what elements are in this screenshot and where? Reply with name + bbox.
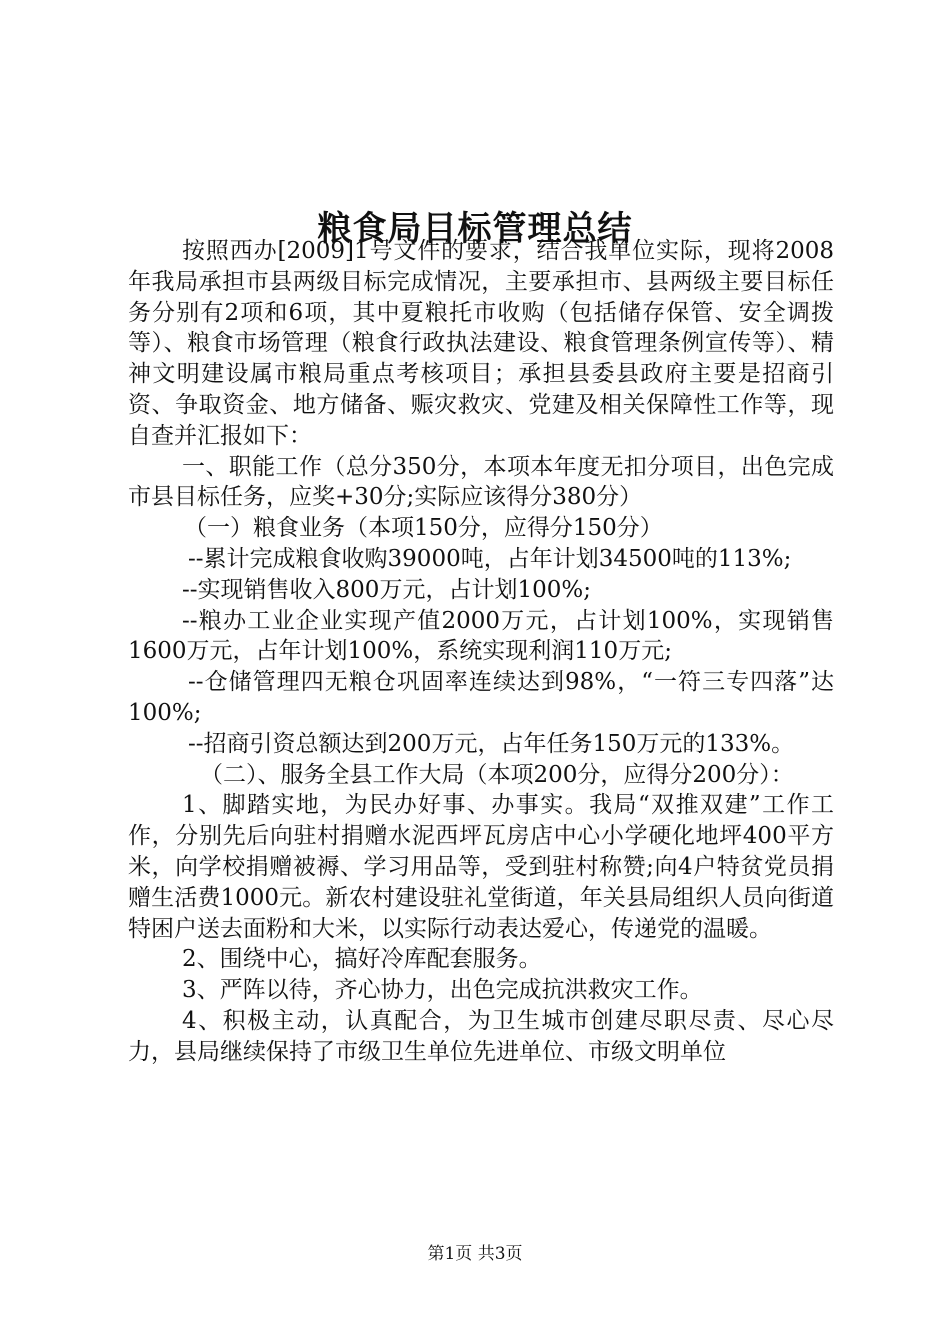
paragraph-point-2: 2、围绕中心，搞好冷库配套服务。 xyxy=(182,946,542,973)
document-body xyxy=(128,236,834,1068)
paragraph-section-1: 一、职能工作（总分350分，本项本年度无扣分项目，出色完成市县目标任务，应奖+30分;实际应该得分380分） xyxy=(128,453,834,511)
paragraph-item-industry: --粮办工业企业实现产值2000万元，占计划100%，实现销售1600万元，占年计划100%，系统实现利润110万元; xyxy=(128,607,834,665)
paragraph-item-investment: --招商引资总额达到200万元，占年任务150万元的133%。 xyxy=(188,730,795,757)
paragraph-point-4: 4、积极主动，认真配合，为卫生城市创建尽职尽责、尽心尽力，县局继续保持了市级卫生单位先进单位、市级文明单位 xyxy=(128,1007,834,1065)
paragraph-item-sales: --实现销售收入800万元，占计划100%; xyxy=(182,576,591,603)
paragraph-point-1: 1、脚踏实地，为民办好事、办事实。我局“双推双建”工作工作，分别先后向驻村捐赠水泥西坪瓦房店中心小学硬化地坪400平方米，向学校捐赠被褥、学习用品等，受到驻村称赞;向4户特贫党员捐赠生活费1000元。新农村建设驻礼堂街道，年关县局组织人员向街道特困户送去面粉和大米，以实际行动表达爱心，传递党的温暖。 xyxy=(128,792,834,942)
page-footer: 第1页 共3页 xyxy=(427,1244,523,1264)
paragraph-item-storage: --仓储管理四无粮仓巩固率连续达到98%，“一符三专四落”达100%; xyxy=(128,669,834,726)
paragraph-intro: 按照西办[2009]1号文件的要求，结合我单位实际，现将2008年我局承担市县两级目标完成情况，主要承担市、县两级主要目标任务分别有2项和6项，其中夏粮托市收购（包括储存保管、安全调拨等）、粮食市场管理（粮食行政执法建设、粮食管理条例宣传等）、精神文明建设属市粮局重点考核项目；承担县委县政府主要是招商引资、争取资金、地方储备、赈灾救灾、党建及相关保障性工作等，现自查并汇报如下： xyxy=(128,238,834,449)
paragraph-point-3: 3、严阵以待，齐心协力，出色完成抗洪救灾工作。 xyxy=(182,977,703,1004)
document-title: 粮食局目标管理总结 xyxy=(317,208,633,249)
paragraph-subsection-1: （一）粮食业务（本项150分，应得分150分） xyxy=(184,515,663,542)
paragraph-item-grain-purchase: --累计完成粮食收购39000吨，占年计划34500吨的113%; xyxy=(188,545,792,572)
paragraph-subsection-2: （二）、服务全县工作大局（本项200分，应得分200分）： xyxy=(200,761,794,788)
